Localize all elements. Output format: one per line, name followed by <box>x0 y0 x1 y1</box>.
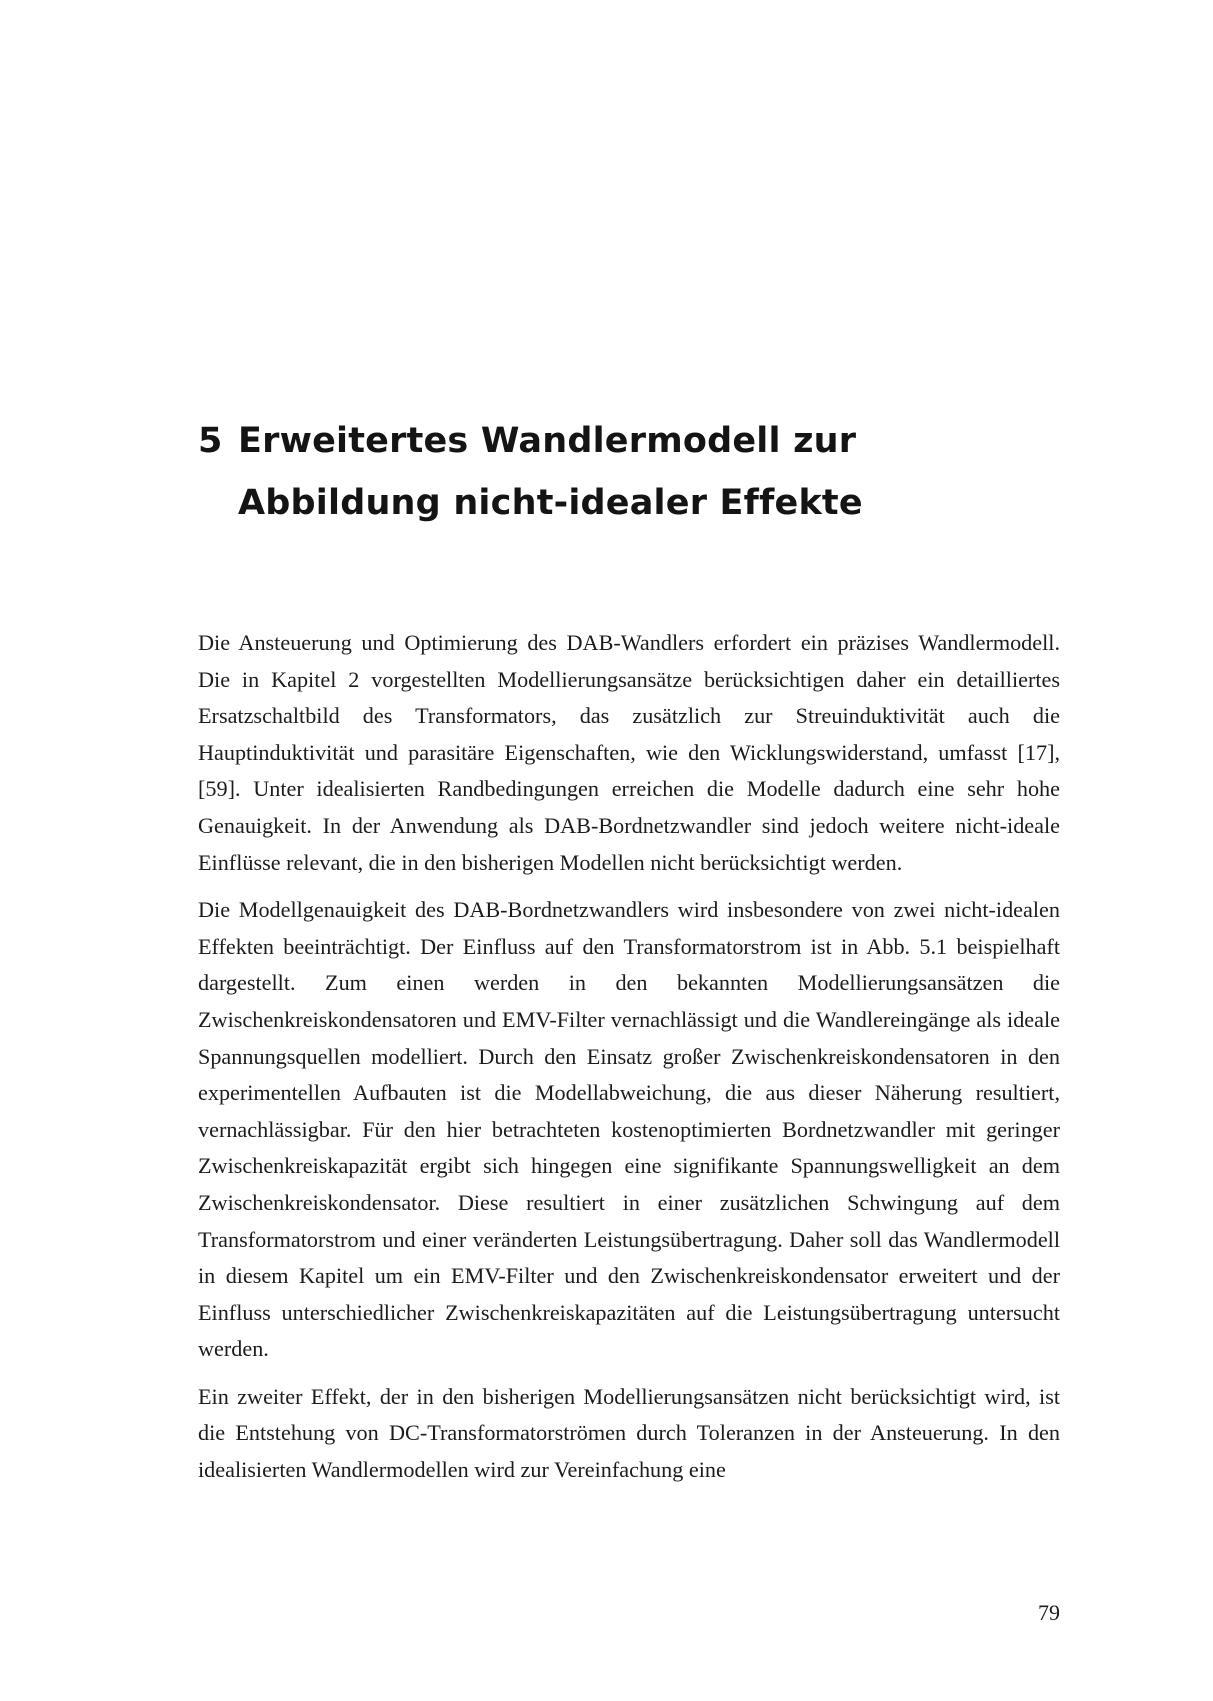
chapter-number: 5 <box>198 421 223 461</box>
paragraph-2: Die Modellgenauigkeit des DAB-Bordnetzwandlers wird insbesondere von zwei nicht-idealen Effekten beeinträchtigt. Der Einfluss auf den Transformatorstrom ist in Abb. 5.1 beispielhaft dargestellt. Zum einen werden in den bekannten Modellierungsansätzen die Zwischenkreiskondensatoren und EMV-Filter vernachlässigt und die Wandlereingänge als ideale Spannungsquellen modelliert. Durch den Einsatz großer Zwischenkreiskondensatoren in den experimentellen Aufbauten ist die Modellabweichung, die aus dieser Näherung resultiert, vernachlässigbar. Für den hier betrachteten kostenoptimierten Bordnetzwandler mit geringer Zwischenkreiskapazität ergibt sich hingegen eine signifikante Spannungswelligkeit an dem Zwischenkreiskondensator. Diese resultiert in einer zusätzlichen Schwingung auf dem Transformatorstrom und einer veränderten Leistungsübertragung. Daher soll das Wandlermodell in diesem Kapitel um ein EMV-Filter und den Zwischenkreiskondensator erweitert und der Einfluss unterschiedlicher Zwischenkreiskapazitäten auf die Leistungsübertragung untersucht werden. <box>198 897 1060 1362</box>
chapter-heading <box>198 410 1058 534</box>
paragraph-3: Ein zweiter Effekt, der in den bisherigen Modellierungsansätzen nicht berücksichtigt wird, ist die Entstehung von DC-Transformatorströmen durch Toleranzen in der Ansteuerung. In den idealisierten Wandlermodellen wird zur Vereinfachung eine <box>198 1383 1060 1483</box>
page-number: 79 <box>1038 1600 1060 1625</box>
paragraph-1: Die Ansteuerung und Optimierung des DAB-Wandlers erfordert ein präzises Wandlermodell. Die in Kapitel 2 vorgestellten Modellierungsansätze berücksichtigen daher ein detailliertes Ersatzschaltbild des Transformators, das zusätzlich zur Streuinduktivität auch die Hauptinduktivität und parasitäre Eigenschaften, wie den Wicklungswiderstand, umfasst [17], [59]. Unter idealisierten Randbedingungen erreichen die Modelle dadurch eine sehr hohe Genauigkeit. In der Anwendung als DAB-Bordnetzwandler sind jedoch weitere nicht-ideale Einflüsse relevant, die in den bisherigen Modellen nicht berücksichtigt werden. <box>198 630 1060 875</box>
body-text <box>198 625 1060 1500</box>
chapter-title: Erweitertes Wandlermodell zur Abbildung nicht-idealer Effekte <box>238 421 863 523</box>
